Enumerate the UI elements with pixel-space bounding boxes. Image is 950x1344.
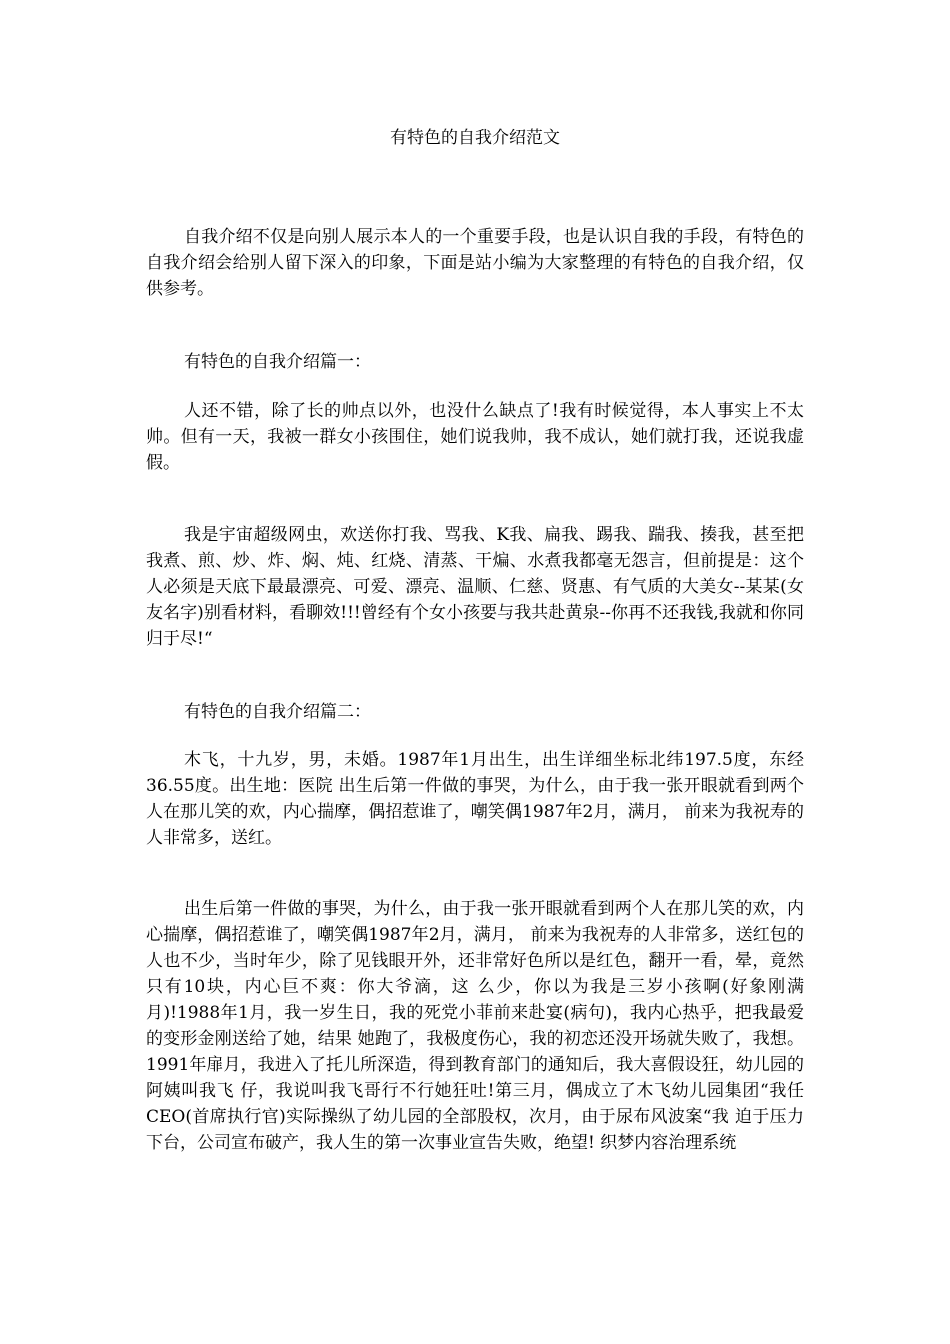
section-1-heading: 有特色的自我介绍篇一： — [184, 352, 371, 372]
document-title: 有特色的自我介绍范文 — [390, 128, 560, 148]
section-1-paragraph-2: 我是宇宙超级网虫，欢送你打我、骂我、K我、扁我、踢我、踹我、揍我，甚至把我煮、煎、炒、炸、焖、炖、红烧、清蒸、干煸、水煮我都毫无怨言，但前提是：这个人必须是天底下最最漂亮、可爱、漂亮、温顺、仁慈、贤惠、有气质的大美女--某某(女友名字)别看材料，看聊效!!!曾经有个女小孩要与我共赴黄泉--你再不还我钱,我就和你同归于尽!“ — [146, 525, 804, 649]
section-2-heading: 有特色的自我介绍篇二： — [184, 702, 371, 722]
section-2-paragraph-1: 木飞，十九岁，男，未婚。1987年1月出生，出生详细坐标北纬197.5度，东经36.55度。出生地：医院 出生后第一件做的事哭，为什么，由于我一张开眼就看到两个人在那儿笑的欢，内心揣摩，偶招惹谁了，嘲笑偶1987年2月，满月， 前来为我祝寿的人非常多，送红。 — [146, 750, 804, 848]
intro-paragraph: 自我介绍不仅是向别人展示本人的一个重要手段，也是认识自我的手段，有特色的自我介绍会给别人留下深入的印象，下面是站小编为大家整理的有特色的自我介绍，仅供参考。 — [146, 227, 804, 299]
section-1-paragraph-1: 人还不错，除了长的帅点以外，也没什么缺点了!我有时候觉得，本人事实上不太帅。但有一天，我被一群女小孩围住，她们说我帅，我不成认，她们就打我，还说我虚假。 — [146, 401, 804, 473]
section-2-paragraph-2: 出生后第一件做的事哭，为什么，由于我一张开眼就看到两个人在那儿笑的欢，内心揣摩，偶招惹谁了，嘲笑偶1987年2月，满月， 前来为我祝寿的人非常多，送红包的人也不少，当时年少，除了见钱眼开外，还非常好色所以是红色，翻开一看，晕，竟然只有10块，内心巨不爽：你大爷滴，这 么少，你以为我是三岁小孩啊(好象刚满月)!1988年1月，我一岁生日，我的死党小菲前来赴宴(病句)，我内心热乎，把我最爱的变形金刚送给了她，结果 她跑了，我极度伤心，我的初恋还没开场就失败了，我想。1991年扉月，我进入了托儿所深造，得到教育部门的通知后，我大喜假设狂，幼儿园的阿姨叫我飞 仔，我说叫我飞哥行不行她狂吐!第三月，偶成立了木飞幼儿园集团“我任CEO(首席执行官)实际操纵了幼儿园的全部股权，次月，由于尿布风波案“我 迫于压力下台，公司宣布破产，我人生的第一次事业宣告失败，绝望! 织梦内容治理系统 — [146, 899, 804, 1153]
